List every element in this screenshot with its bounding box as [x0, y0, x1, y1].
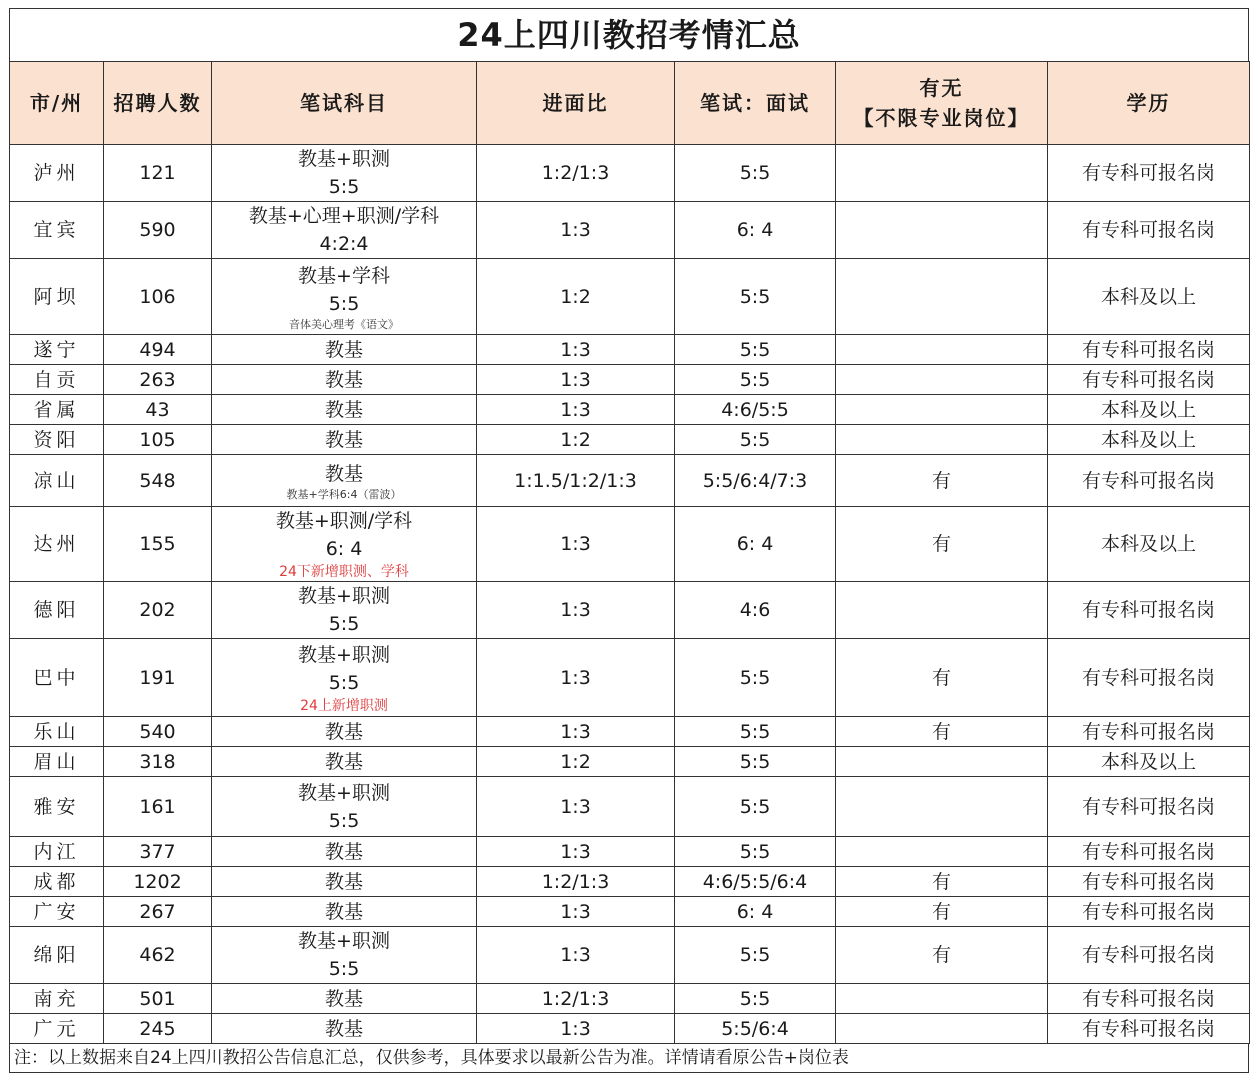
cell-weight: 5:5 [675, 145, 836, 202]
cell-unlimited [836, 1014, 1048, 1044]
cell-city: 成都 [10, 867, 104, 897]
subject-change-note: 24上新增职测 [300, 697, 388, 714]
header-unlimited-line2: 【不限专业岗位】 [853, 106, 1030, 130]
cell-ratio: 1:3 [477, 717, 675, 747]
cell-weight: 4:6/5:5 [675, 395, 836, 425]
cell-education: 本科及以上 [1048, 395, 1250, 425]
cell-count: 202 [104, 582, 212, 639]
page-title: 24上四川教招考情汇总 [9, 8, 1249, 61]
cell-unlimited [836, 145, 1048, 202]
cell-subject [212, 747, 477, 777]
table-row [10, 335, 1250, 365]
cell-unlimited [836, 582, 1048, 639]
subject-line: 5:5 [328, 292, 360, 315]
cell-count: 590 [104, 202, 212, 259]
cell-unlimited [836, 777, 1048, 837]
cell-weight: 5:5 [675, 639, 836, 717]
subject-note: 教基+学科6:4（雷波） [286, 487, 402, 501]
cell-unlimited: 有 [836, 455, 1048, 507]
cell-subject [212, 582, 477, 639]
cell-city: 省属 [10, 395, 104, 425]
subject-line: 4:2:4 [319, 233, 369, 255]
subject-line: 教基 [324, 398, 363, 421]
cell-weight: 5:5 [675, 425, 836, 455]
cell-ratio: 1:3 [477, 639, 675, 717]
cell-ratio: 1:3 [477, 897, 675, 927]
subject-line: 教基 [324, 368, 363, 391]
cell-ratio: 1:3 [477, 837, 675, 867]
cell-education: 有专科可报名岗 [1048, 927, 1250, 984]
cell-count: 263 [104, 365, 212, 395]
subject-note: 音体美心理考《语文》 [289, 317, 399, 331]
cell-count: 155 [104, 507, 212, 582]
cell-unlimited: 有 [836, 897, 1048, 927]
cell-unlimited [836, 837, 1048, 867]
cell-count: 191 [104, 639, 212, 717]
cell-education: 有专科可报名岗 [1048, 455, 1250, 507]
cell-weight: 5:5 [675, 777, 836, 837]
cell-education: 有专科可报名岗 [1048, 837, 1250, 867]
cell-education: 本科及以上 [1048, 259, 1250, 335]
table-row [10, 777, 1250, 837]
cell-count: 1202 [104, 867, 212, 897]
cell-unlimited: 有 [836, 927, 1048, 984]
cell-ratio: 1:1.5/1:2/1:3 [477, 455, 675, 507]
cell-city: 眉山 [10, 747, 104, 777]
cell-education: 本科及以上 [1048, 507, 1250, 582]
cell-subject [212, 259, 477, 335]
table-body [10, 145, 1250, 1044]
header-education: 学历 [1048, 62, 1250, 145]
table-row [10, 365, 1250, 395]
cell-unlimited [836, 259, 1048, 335]
table-row [10, 395, 1250, 425]
header-row [10, 62, 1250, 145]
table-row [10, 259, 1250, 335]
subject-line: 5:5 [328, 613, 360, 635]
cell-city: 乐山 [10, 717, 104, 747]
cell-count: 121 [104, 145, 212, 202]
subject-line: 教基+职测 [298, 781, 390, 804]
cell-weight: 5:5 [675, 259, 836, 335]
table-row [10, 984, 1250, 1014]
cell-ratio: 1:3 [477, 582, 675, 639]
subject-line: 教基 [324, 870, 363, 893]
cell-city: 达州 [10, 507, 104, 582]
cell-count: 106 [104, 259, 212, 335]
cell-count: 462 [104, 927, 212, 984]
cell-weight: 5:5 [675, 717, 836, 747]
cell-city: 绵阳 [10, 927, 104, 984]
subject-line: 教基 [324, 750, 363, 773]
cell-unlimited: 有 [836, 717, 1048, 747]
cell-education: 有专科可报名岗 [1048, 1014, 1250, 1044]
header-weight: 笔试：面试 [675, 62, 836, 145]
cell-city: 德阳 [10, 582, 104, 639]
cell-unlimited [836, 425, 1048, 455]
subject-line: 6: 4 [325, 538, 363, 560]
header-unlimited-line1: 有无 [919, 76, 964, 100]
cell-city: 南充 [10, 984, 104, 1014]
cell-unlimited [836, 395, 1048, 425]
cell-subject [212, 425, 477, 455]
cell-unlimited [836, 747, 1048, 777]
cell-ratio: 1:2/1:3 [477, 984, 675, 1014]
subject-line: 5:5 [328, 958, 360, 980]
header-ratio: 进面比 [477, 62, 675, 145]
cell-education: 有专科可报名岗 [1048, 365, 1250, 395]
subject-line: 教基 [324, 1017, 363, 1040]
cell-education: 有专科可报名岗 [1048, 145, 1250, 202]
cell-count: 245 [104, 1014, 212, 1044]
cell-unlimited: 有 [836, 507, 1048, 582]
cell-subject [212, 507, 477, 582]
cell-count: 501 [104, 984, 212, 1014]
cell-subject [212, 777, 477, 837]
cell-education: 本科及以上 [1048, 425, 1250, 455]
cell-ratio: 1:3 [477, 365, 675, 395]
cell-education: 有专科可报名岗 [1048, 639, 1250, 717]
subject-line: 5:5 [328, 176, 360, 198]
table-row [10, 507, 1250, 582]
cell-weight: 5:5/6:4 [675, 1014, 836, 1044]
cell-subject [212, 365, 477, 395]
header-city: 市/州 [10, 62, 104, 145]
cell-city: 阿坝 [10, 259, 104, 335]
cell-city: 广元 [10, 1014, 104, 1044]
cell-subject [212, 202, 477, 259]
cell-education: 有专科可报名岗 [1048, 582, 1250, 639]
subject-line: 教基+职测 [298, 585, 390, 607]
table-row [10, 747, 1250, 777]
cell-ratio: 1:3 [477, 202, 675, 259]
cell-education: 本科及以上 [1048, 747, 1250, 777]
cell-subject [212, 867, 477, 897]
cell-subject [212, 717, 477, 747]
cell-city: 资阳 [10, 425, 104, 455]
table-row [10, 837, 1250, 867]
cell-city: 宜宾 [10, 202, 104, 259]
cell-subject [212, 639, 477, 717]
cell-count: 494 [104, 335, 212, 365]
cell-count: 377 [104, 837, 212, 867]
subject-line: 教基+心理+职测/学科 [248, 205, 440, 227]
cell-ratio: 1:3 [477, 1014, 675, 1044]
cell-weight: 6: 4 [675, 897, 836, 927]
cell-subject [212, 984, 477, 1014]
cell-weight: 6: 4 [675, 507, 836, 582]
cell-count: 318 [104, 747, 212, 777]
exam-summary-table [9, 61, 1250, 1044]
cell-education: 有专科可报名岗 [1048, 984, 1250, 1014]
cell-education: 有专科可报名岗 [1048, 202, 1250, 259]
table-row [10, 202, 1250, 259]
subject-line: 5:5 [328, 671, 360, 694]
cell-count: 548 [104, 455, 212, 507]
table-row [10, 145, 1250, 202]
cell-city: 自贡 [10, 365, 104, 395]
cell-city: 内江 [10, 837, 104, 867]
cell-count: 161 [104, 777, 212, 837]
cell-weight: 4:6 [675, 582, 836, 639]
cell-ratio: 1:3 [477, 507, 675, 582]
cell-subject [212, 927, 477, 984]
cell-count: 43 [104, 395, 212, 425]
table-row [10, 867, 1250, 897]
cell-ratio: 1:2/1:3 [477, 145, 675, 202]
table-row [10, 1014, 1250, 1044]
cell-city: 巴中 [10, 639, 104, 717]
cell-subject [212, 335, 477, 365]
cell-ratio: 1:2 [477, 425, 675, 455]
header-count: 招聘人数 [104, 62, 212, 145]
cell-weight: 5:5 [675, 365, 836, 395]
cell-unlimited: 有 [836, 867, 1048, 897]
subject-line: 教基+职测 [298, 643, 390, 666]
table-row [10, 717, 1250, 747]
cell-education: 有专科可报名岗 [1048, 867, 1250, 897]
cell-weight: 5:5 [675, 747, 836, 777]
cell-subject [212, 395, 477, 425]
cell-unlimited: 有 [836, 639, 1048, 717]
cell-subject [212, 837, 477, 867]
table-row [10, 425, 1250, 455]
cell-ratio: 1:2 [477, 259, 675, 335]
cell-weight: 5:5 [675, 927, 836, 984]
cell-ratio: 1:3 [477, 335, 675, 365]
table-row [10, 582, 1250, 639]
subject-line: 教基 [324, 720, 363, 743]
cell-unlimited [836, 984, 1048, 1014]
cell-city: 广安 [10, 897, 104, 927]
cell-ratio: 1:3 [477, 777, 675, 837]
cell-subject [212, 145, 477, 202]
table-row [10, 927, 1250, 984]
subject-line: 教基+职测 [298, 148, 390, 170]
subject-line: 教基 [324, 462, 363, 485]
subject-line: 教基 [324, 428, 363, 451]
table-row [10, 897, 1250, 927]
cell-weight: 5:5 [675, 335, 836, 365]
table-row [10, 639, 1250, 717]
cell-weight: 5:5 [675, 984, 836, 1014]
cell-weight: 5:5/6:4/7:3 [675, 455, 836, 507]
cell-weight: 5:5 [675, 837, 836, 867]
cell-unlimited [836, 202, 1048, 259]
subject-line: 教基 [324, 987, 363, 1010]
cell-count: 267 [104, 897, 212, 927]
cell-ratio: 1:3 [477, 395, 675, 425]
cell-count: 540 [104, 717, 212, 747]
subject-line: 教基 [324, 840, 363, 863]
cell-education: 有专科可报名岗 [1048, 777, 1250, 837]
subject-line: 教基+职测/学科 [275, 510, 413, 532]
summary-sheet [9, 8, 1249, 1073]
cell-city: 泸州 [10, 145, 104, 202]
subject-line: 教基 [324, 338, 363, 361]
cell-weight: 4:6/5:5/6:4 [675, 867, 836, 897]
cell-subject [212, 1014, 477, 1044]
cell-unlimited [836, 365, 1048, 395]
cell-subject [212, 897, 477, 927]
cell-ratio: 1:2 [477, 747, 675, 777]
cell-city: 雅安 [10, 777, 104, 837]
cell-weight: 6: 4 [675, 202, 836, 259]
cell-education: 有专科可报名岗 [1048, 897, 1250, 927]
cell-ratio: 1:3 [477, 927, 675, 984]
cell-education: 有专科可报名岗 [1048, 717, 1250, 747]
table-row [10, 455, 1250, 507]
subject-line: 5:5 [328, 809, 360, 832]
cell-city: 遂宁 [10, 335, 104, 365]
cell-education: 有专科可报名岗 [1048, 335, 1250, 365]
cell-ratio: 1:2/1:3 [477, 867, 675, 897]
cell-count: 105 [104, 425, 212, 455]
subject-line: 教基+学科 [298, 264, 390, 287]
subject-line: 教基 [324, 900, 363, 923]
header-subject: 笔试科目 [212, 62, 477, 145]
cell-city: 凉山 [10, 455, 104, 507]
header-unlimited [836, 62, 1048, 145]
cell-unlimited [836, 335, 1048, 365]
subject-line: 教基+职测 [298, 930, 390, 952]
footnote: 注：以上数据来自24上四川教招公告信息汇总，仅供参考，具体要求以最新公告为准。详情请看原公告+岗位表 [9, 1044, 1249, 1073]
cell-subject [212, 455, 477, 507]
subject-change-note: 24下新增职测、学科 [279, 564, 409, 580]
